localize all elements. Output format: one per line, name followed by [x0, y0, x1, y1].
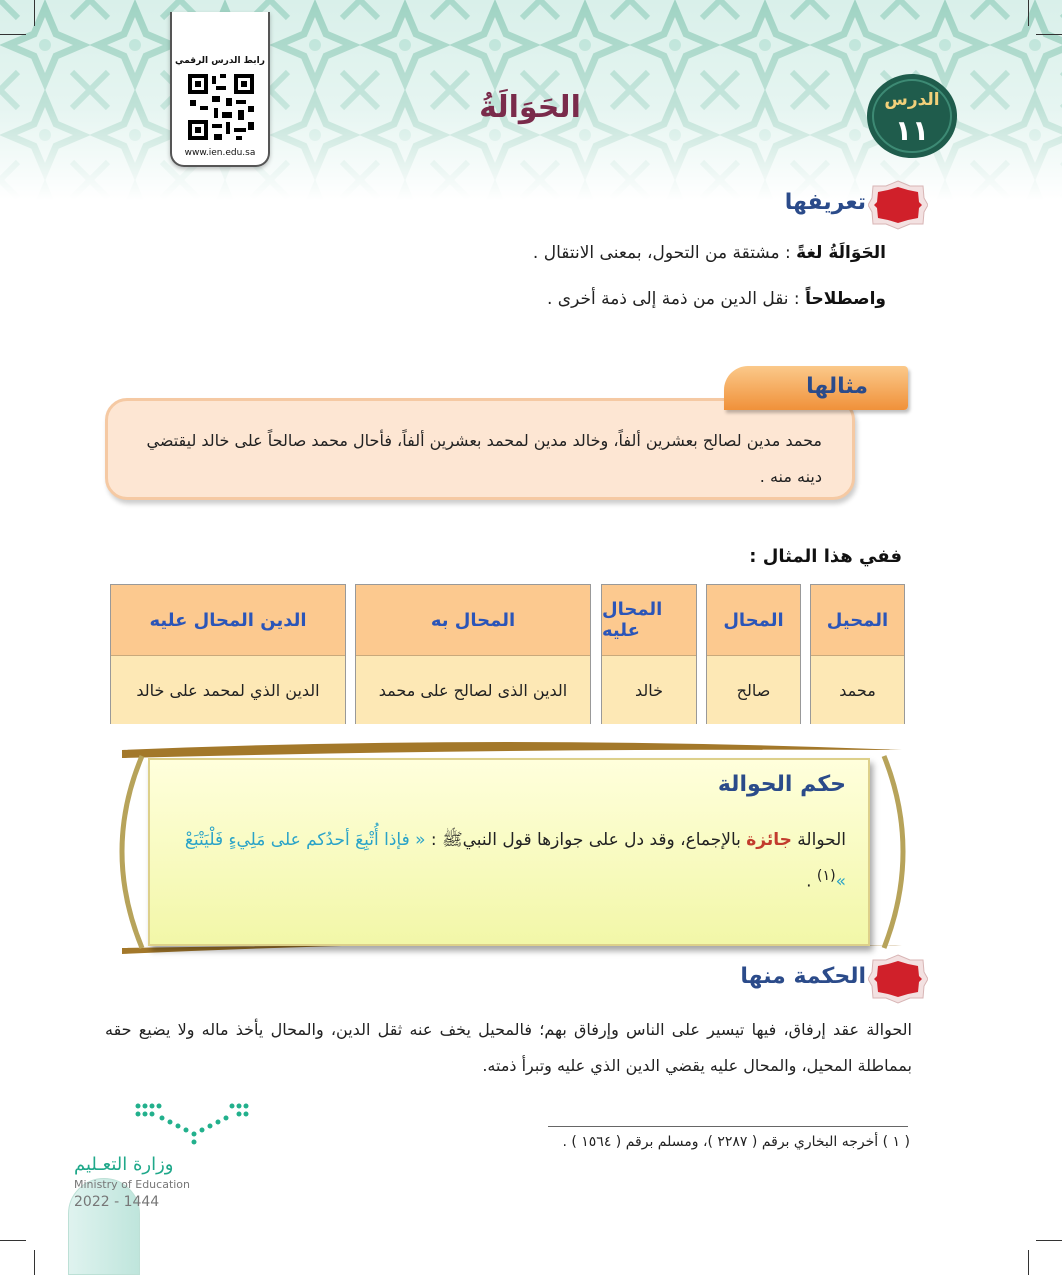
crop-mark [1036, 1240, 1062, 1241]
table-column [110, 584, 346, 724]
example-box [105, 398, 855, 500]
page-title: الحَوَالَةُ [479, 90, 581, 125]
crop-mark [1028, 0, 1029, 26]
qr-code-icon[interactable] [186, 72, 256, 142]
hadith-quote: « فإذا أُتْبِعَ أحدُكم على مَلِيءٍ فَلْيَتْبَعْ » [184, 830, 846, 892]
ministry-name-en: Ministry of Education [74, 1178, 191, 1191]
ruling-highlight: جائزة [746, 830, 792, 850]
example-heading: مثالها [806, 374, 868, 399]
table-cell: الدين الذى لصالح على محمد [356, 655, 590, 724]
lesson-number: ١١ [894, 114, 930, 147]
wisdom-text: الحوالة عقد إرفاق، فيها تيسير على الناس وإرفاق بهم؛ فالمحيل يخف عنه ثقل الدين، والمحال يأخذ ماله ولا يضيع حقه بمماطلة المحيل، والمحال عليه يقضي الدين الذي عليه وتبرأ ذمته. [105, 1020, 912, 1075]
table-column [355, 584, 591, 724]
table-column [601, 584, 697, 724]
qr-url[interactable]: www.ien.edu.sa [184, 148, 256, 158]
term-technical: واصطلاحاً [805, 289, 886, 309]
ministry-logo [72, 1098, 257, 1218]
wisdom-heading: الحكمة منها [620, 954, 928, 1004]
example-text: محمد مدين لصالح بعشرين ألفاً، وخالد مدين لمحمد بعشرين ألفاً، فأحال محمد صالحاً على خالد ليقتضي دينه منه . [146, 431, 822, 486]
example-tab [724, 366, 908, 410]
term-language: الحَوَالَةُ لغةً [796, 243, 886, 263]
definition-language: الحَوَالَةُ لغةً : مشتقة من التحول، بمعنى الانتقال . [532, 243, 886, 263]
table-header: المحيل [811, 585, 904, 655]
footnote-ref: (١) [816, 868, 836, 884]
table-caption: ففي هذا المثال : [749, 546, 902, 567]
table-cell: الدين الذي لمحمد على خالد [111, 655, 345, 724]
lesson-label: الدرس [884, 90, 940, 110]
lesson-badge [865, 72, 959, 160]
footnote: ( ١ ) أخرجه البخاري برقم ( ٢٢٨٧ )، ومسلم برقم ( ١٥٦٤ ) . [562, 1134, 910, 1150]
octagon-star-icon [868, 954, 928, 1004]
qr-card[interactable] [170, 12, 270, 167]
ministry-dots-icon [132, 1098, 252, 1146]
table-cell: خالد [602, 655, 696, 724]
definition-heading: تعريفها [600, 180, 928, 230]
crop-mark [34, 0, 35, 26]
crop-mark [0, 1240, 26, 1241]
ruling-box [148, 758, 870, 946]
table-column [810, 584, 905, 724]
table-cell: محمد [811, 655, 904, 724]
table-header: المحال [707, 585, 800, 655]
ministry-name-ar: وزارة التعـليم [74, 1154, 174, 1175]
ministry-year: 2022 - 1444 [74, 1194, 160, 1210]
crop-mark [34, 1250, 35, 1275]
octagon-star-icon [868, 180, 928, 230]
table-header: المحال به [356, 585, 590, 655]
qr-title: رابط الدرس الرقمي [175, 56, 265, 66]
table-header: الدين المحال عليه [111, 585, 345, 655]
table-header: المحال عليه [602, 585, 696, 655]
table-cell: صالح [707, 655, 800, 724]
footnote-divider [548, 1126, 908, 1127]
crop-mark [0, 34, 26, 35]
definition-technical: واصطلاحاً : نقل الدين من ذمة إلى ذمة أخرى . [546, 289, 886, 309]
ruling-text: الحوالة جائزة بالإجماع، وقد دل على جوازها قول النبيﷺ : « فإذا أُتْبِعَ أحدُكم على مَلِيءٍ فَلْيَتْبَعْ »$^{(١)}$ . [184, 830, 846, 892]
crop-mark [1036, 34, 1062, 35]
ruling-heading: حكم الحوالة [717, 772, 846, 797]
crop-mark [1028, 1250, 1029, 1275]
table-column [706, 584, 801, 724]
